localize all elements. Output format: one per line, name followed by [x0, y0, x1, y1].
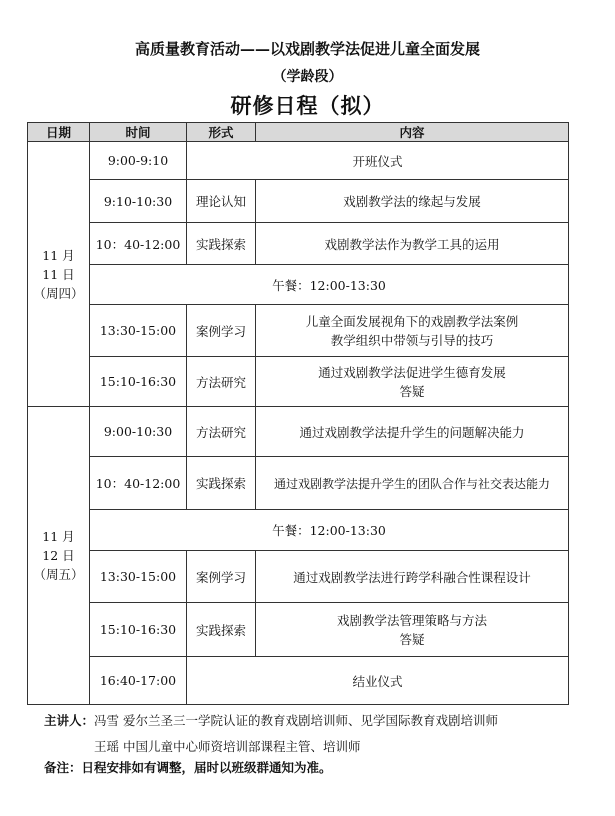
table-row [28, 407, 569, 457]
table-row [28, 142, 569, 180]
form-cell: 案例学习 [187, 305, 256, 357]
content-cell: 戏剧教学法的缘起与发展 [256, 180, 569, 223]
table-row [28, 457, 569, 510]
table-row [28, 357, 569, 407]
time-cell: 9:10-10:30 [90, 180, 187, 223]
form-cell: 实践探索 [187, 603, 256, 657]
form-cell: 方法研究 [187, 357, 256, 407]
time-cell: 9:00-9:10 [90, 142, 187, 180]
speaker-line-1 [44, 711, 498, 729]
schedule-note: 备注：日程安排如有调整，届时以班级群通知为准。 [44, 760, 332, 775]
table-row [28, 603, 569, 657]
time-cell: 16:40-17:00 [90, 657, 187, 705]
form-cell: 方法研究 [187, 407, 256, 457]
table-row [28, 551, 569, 603]
content-cell: 戏剧教学法作为教学工具的运用 [256, 223, 569, 265]
speakers-label: 主讲人： [44, 713, 95, 728]
table-row [28, 223, 569, 265]
content-cell: 通过戏剧教学法提升学生的团队合作与社交表达能力 [256, 457, 569, 510]
form-cell: 理论认知 [187, 180, 256, 223]
content-cell: 戏剧教学法管理策略与方法 答疑 [256, 603, 569, 657]
time-cell: 10：40-12:00 [90, 457, 187, 510]
activity-title: 高质量教育活动——以戏剧教学法促进儿童全面发展 [134, 40, 480, 58]
form-cell: 实践探索 [187, 457, 256, 510]
time-cell: 15:10-16:30 [90, 357, 187, 407]
time-cell: 13:30-15:00 [90, 551, 187, 603]
content-cell: 儿童全面发展视角下的戏剧教学法案例 教学组织中带领与引导的技巧 [256, 305, 569, 357]
speaker-2: 王瑶 中国儿童中心师资培训部课程主管、培训师 [94, 739, 361, 754]
lunch-cell: 午餐：12:00-13:30 [90, 265, 569, 305]
lunch-row [28, 510, 569, 551]
time-cell: 9:00-10:30 [90, 407, 187, 457]
column-header-content: 内容 [256, 123, 569, 142]
lunch-row [28, 265, 569, 305]
content-cell: 通过戏剧教学法进行跨学科融合性课程设计 [256, 551, 569, 603]
date-cell-day1: 11 月 11 日 （周四） [28, 142, 90, 407]
schedule-table [27, 122, 569, 705]
content-cell: 通过戏剧教学法促进学生德育发展 答疑 [256, 357, 569, 407]
content-cell: 开班仪式 [187, 142, 569, 180]
column-header-form: 形式 [187, 123, 256, 142]
activity-subtitle: （学龄段） [272, 69, 343, 85]
time-cell: 13:30-15:00 [90, 305, 187, 357]
table-row [28, 180, 569, 223]
time-cell: 10：40-12:00 [90, 223, 187, 265]
date-cell-day2: 11 月 12 日 （周五） [28, 407, 90, 705]
page-heading: 研修日程（拟） [230, 93, 385, 118]
speaker-1: 冯雪 爱尔兰圣三一学院认证的教育戏剧培训师、见学国际教育戏剧培训师 [94, 713, 498, 728]
content-cell: 结业仪式 [187, 657, 569, 705]
table-header-row [28, 123, 569, 142]
column-header-date: 日期 [28, 123, 90, 142]
table-row [28, 305, 569, 357]
time-cell: 15:10-16:30 [90, 603, 187, 657]
form-cell: 案例学习 [187, 551, 256, 603]
lunch-cell: 午餐：12:00-13:30 [90, 510, 569, 551]
content-cell: 通过戏剧教学法提升学生的问题解决能力 [256, 407, 569, 457]
column-header-time: 时间 [90, 123, 187, 142]
form-cell: 实践探索 [187, 223, 256, 265]
table-row [28, 657, 569, 705]
